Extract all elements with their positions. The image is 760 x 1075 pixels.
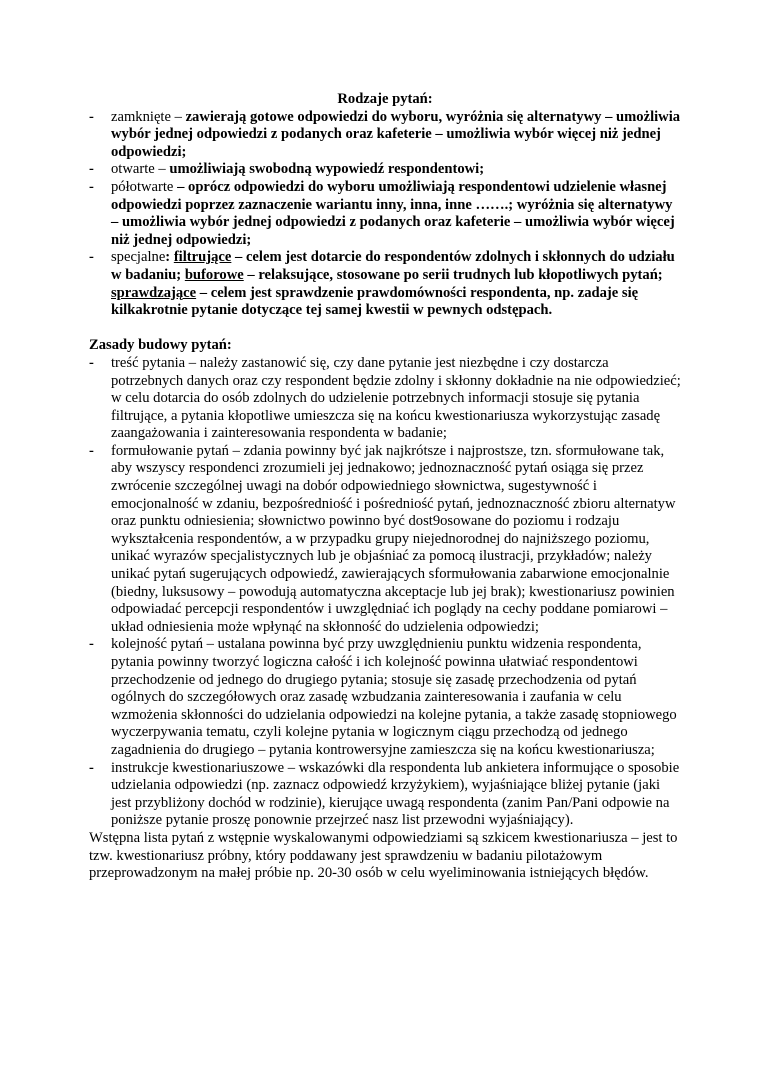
list-item-open: [89, 161, 681, 179]
list-item-rule-instructions: [89, 760, 681, 830]
term-closed: zamknięte: [111, 108, 171, 125]
list-item-rule-content: [89, 355, 681, 443]
document-body: [89, 91, 681, 883]
term-buffer: buforowe: [184, 266, 244, 283]
question-types-list: [89, 109, 681, 320]
desc-open: umożliwiają swobodną wypowiedź respondentowi;: [169, 161, 485, 178]
list-item-rule-order: [89, 636, 681, 759]
rule-text: formułowanie pytań – zdania powinny być jak najkrótsze i najprostsze, tzn. sformułowane tak, aby wszyscy respondenci zrozumieli jej jednakowo; jednoznaczność pytań osiąga się przez zwrócenie szczególnej uwagi na dobór odpowiedniego słownictwa, sugestywność i emocjonalność w zdaniu, bezpośredniość i pośredniość pytań, jednoznaczność zbioru alternatyw oraz punktu odniesienia; słownictwo powinno być dost9osowane do poziomu i rodzaju wykształcenia respondentów, a w przypadku grupy niejednorodnej do najniższego poziomu, unikać wyrazów specjalistycznych lub je objaśniać za pomocą ilustracji, przykładów; należy unikać pytań sugerujących odpowiedź, zawierających sformułowania zabarwione emocjonalnie (biedny, luksusowy – powodują automatyczna akceptacje lub jej brak); kwestionariusz powinien odpowiadać percepcji respondentów i uwzględniać ich poglądy na cechy poddane pomiarowi – układ odniesienia może wpłynąć na skłonność do udzielenia odpowiedzi;: [111, 442, 676, 635]
list-item-special: [89, 249, 681, 319]
desc-check: – celem jest sprawdzenie prawdomówności respondenta, np. zadaje się kilkakrotnie pytanie dotyczące tej samej kwestii w pewnych odstępach.: [111, 284, 639, 319]
dash-bullet: -: [89, 636, 94, 653]
desc-buffer: – relaksujące, stosowane po serii trudnych lub kłopotliwych pytań;: [243, 266, 663, 283]
term-open: otwarte: [111, 161, 155, 178]
term-special: specjalne: [111, 249, 166, 266]
desc-filter: – celem jest dotarcie do respondentów zdolnych i skłonnych do udziału w badaniu;: [111, 249, 675, 283]
dash-bullet: -: [89, 759, 94, 776]
dash-bullet: -: [89, 161, 94, 178]
term-filter: filtrujące: [173, 249, 232, 266]
rule-text: kolejność pytań – ustalana powinna być przy uwzględnieniu punktu widzenia respondenta, pytania powinny tworzyć logiczna całość i ich kolejność powinna ułatwiać respondentowi przechodzenie od jednego do drugiego pytania; stosuje się zasadę przechodzenia od pytań ogólnych do szczegółowych oraz zasadę wzbudzania zainteresowania i zaufania w celu wzmożenia skłonności do udzielania odpowiedzi na kolejne pytania, a także zasadę stopniowego wyczerpywania tematu, czyli kolejne pytania w logicznym ciągu przechodzą od jednego zagadnienia do drugiego – pytania kontrowersyjne zamieszcza się na końcu kwestionariusza;: [111, 636, 677, 758]
rules-list: [89, 355, 681, 830]
dash-bullet: -: [89, 178, 94, 195]
term-check: sprawdzające: [111, 284, 197, 301]
list-item-closed: [89, 109, 681, 162]
term-semi-open: półotwarte: [111, 178, 174, 195]
dash-bullet: -: [89, 108, 94, 125]
separator: –: [170, 108, 186, 125]
dash-bullet: -: [89, 442, 94, 459]
section-title-rules: Zasady budowy pytań:: [89, 337, 232, 354]
dash-bullet: -: [89, 354, 94, 371]
closing-paragraph: Wstępna lista pytań z wstępnie wyskalowanymi odpowiedziami są szkicem kwestionariusza – jest to tzw. kwestionariusz próbny, który poddawany jest sprawdzeniu w badaniu pilotażowym przeprowadzonym na małej próbie np. 20-30 osób w celu wyeliminowania istniejących błędów.: [89, 829, 678, 882]
desc-closed: zawierają gotowe odpowiedzi do wyboru, wyróżnia się alternatywy – umożliwia wybór jednej odpowiedzi z podanych oraz kafeterie – umożliwia wybór więcej niż jednej odpowiedzi;: [111, 108, 681, 160]
list-item-rule-wording: [89, 443, 681, 637]
section-title-question-types: Rodzaje pytań:: [337, 91, 433, 107]
dash-bullet: -: [89, 249, 94, 266]
desc-semi-open: – oprócz odpowiedzi do wyboru umożliwiają respondentowi udzielenie własnej odpowiedzi poprzez zaznaczenie wariantu inny, inna, inne …….; wyróżnia się alternatywy – umożliwia wybór jednej odpowiedzi z podanych oraz kafeterie – umożliwia wybór więcej niż jednej odpowiedzi;: [111, 178, 675, 248]
list-item-semi-open: [89, 179, 681, 249]
paragraph-gap: [89, 320, 681, 338]
rule-text: instrukcje kwestionariuszowe – wskazówki dla respondenta lub ankietera informujące o sposobie udzielania odpowiedzi (np. zaznacz odpowiedź krzyżykiem), wyjaśniające bliżej pytanie (jaki jest przybliżony dochód w rodzinie), kierujące uwagą respondenta (zanim Pan/Pani odpowie na poniższe pytanie proszę ponownie przejrzeć nasz list przewodni wyjaśniający).: [111, 759, 680, 829]
rule-text: treść pytania – należy zastanowić się, czy dane pytanie jest niezbędne i czy dostarcza potrzebnych danych oraz czy respondent będzie zdolny i skłonny dokładnie na nie odpowiedzieć; w celu dotarcia do osób zdolnych do udzielenie potrzebnych informacji stosuje się pytania filtrujące, a pytania kłopotliwe umieszcza się na końcu kwestionariusza wykorzystując zasadę zaangażowania i zainteresowania respondenta w badanie;: [111, 354, 681, 442]
special-colon: :: [165, 249, 174, 266]
separator: –: [154, 161, 170, 178]
